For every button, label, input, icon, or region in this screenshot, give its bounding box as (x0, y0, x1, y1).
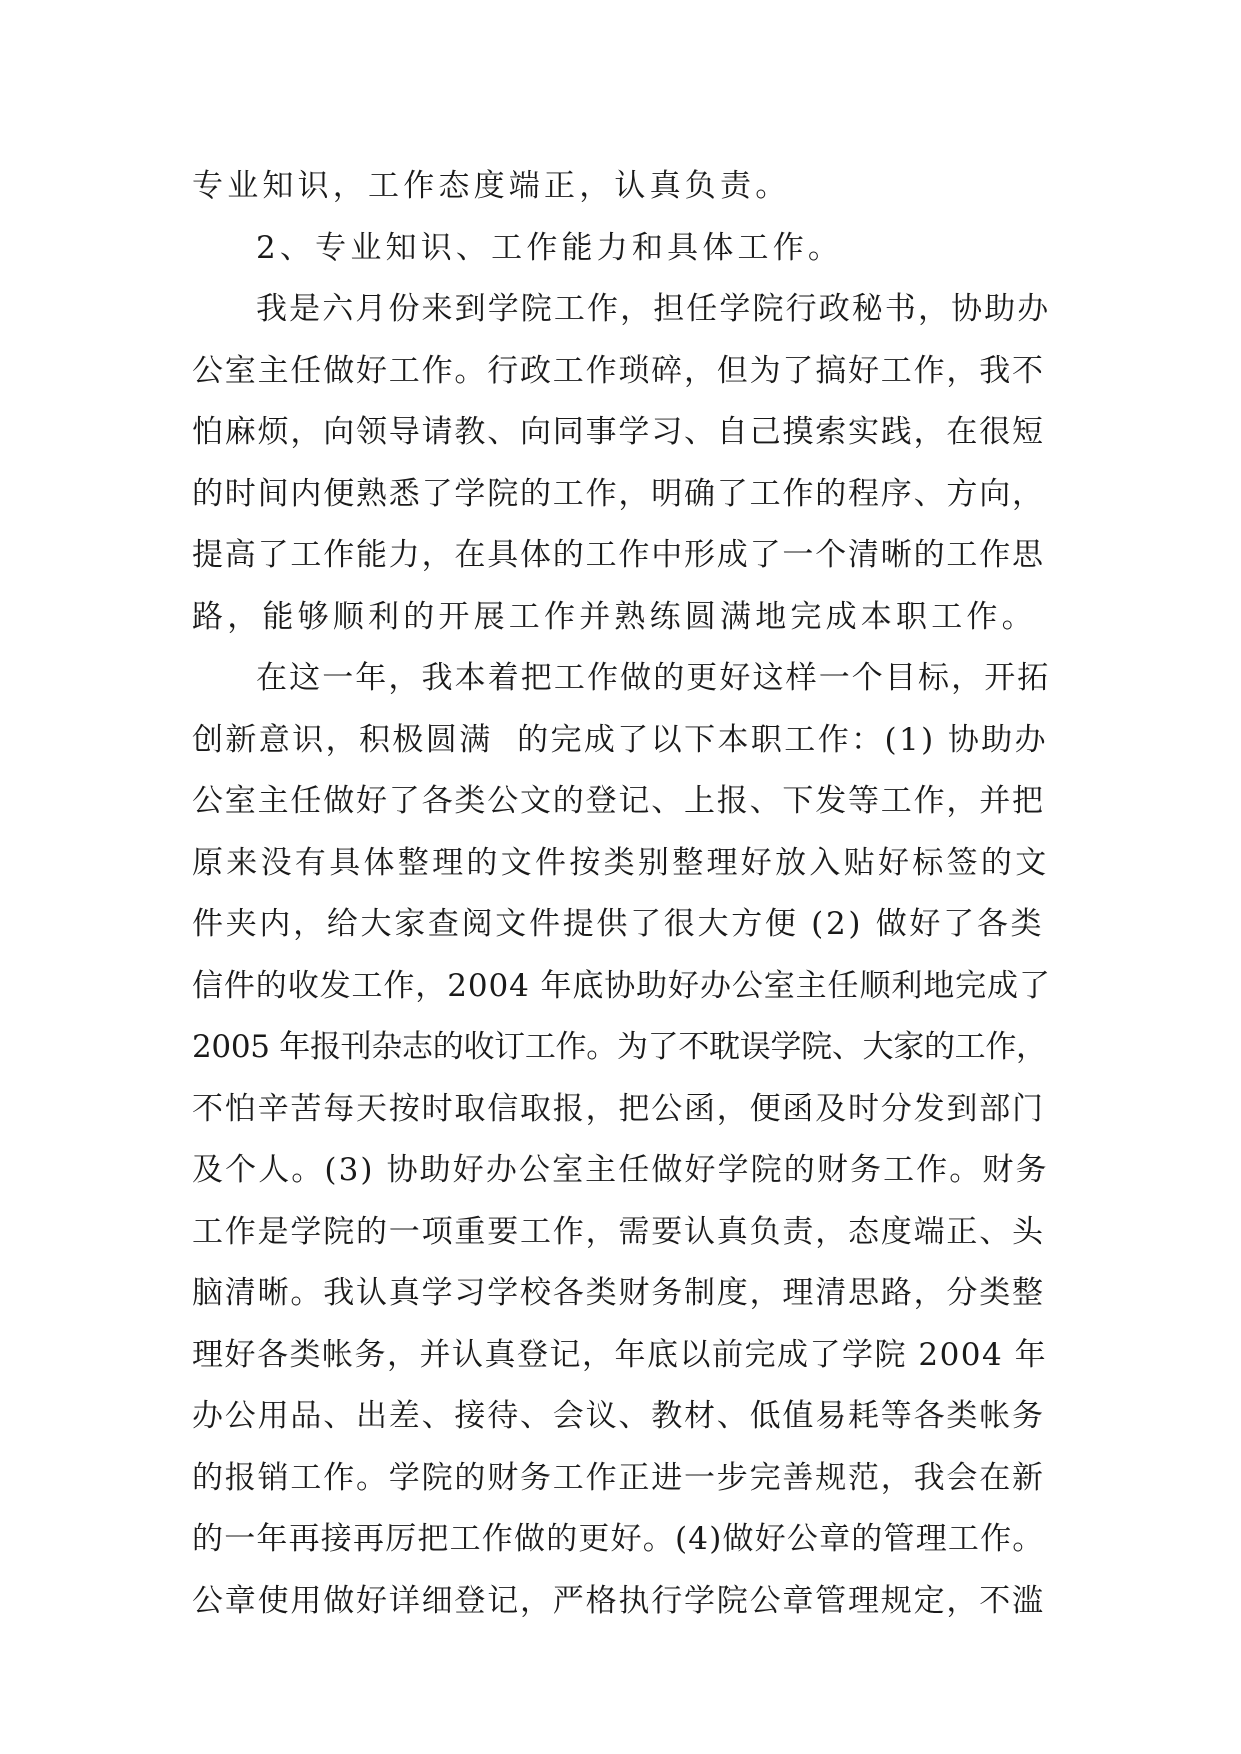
paragraph-line: 路，能够顺利的开展工作并熟练圆满地完成本职工作。 (192, 598, 1037, 635)
paragraph-line: 提高了工作能力，在具体的工作中形成了一个清晰的工作思 (192, 537, 1045, 573)
paragraph-line: 不怕辛苦每天按时取信取报，把公函，便函及时分发到部门 (192, 1090, 1045, 1127)
paragraph-line: 怕麻烦，向领导请教、向同事学习、自己摸索实践，在很短 (192, 414, 1045, 450)
paragraph-first-line: 在这一年，我本着把工作做的更好这样一个目标，开拓 (256, 660, 1051, 696)
paragraph-line: 的时间内便熟悉了学院的工作，明确了工作的程序、方向， (192, 475, 1045, 512)
paragraph-line: 信件的收发工作，2004 年底协助好办公室主任顺利地完成了 (192, 967, 1051, 1004)
paragraph-line: 办公用品、出差、接待、会议、教材、低值易耗等各类帐务 (192, 1398, 1045, 1434)
paragraph-first-line: 我是六月份来到学院工作，担任学院行政秘书，协助办 (256, 291, 1051, 327)
paragraph-line: 及个人。(3) 协助好办公室主任做好学院的财务工作。财务 (192, 1152, 1049, 1188)
paragraph-line: 件夹内，给大家查阅文件提供了很大方便 (2) 做好了各类 (192, 906, 1045, 942)
paragraph-line: 的报销工作。学院的财务工作正进一步完善规范，我会在新 (192, 1459, 1045, 1496)
paragraph-line: 的一年再接再厉把工作做的更好。(4)做好公章的管理工作。 (192, 1521, 1045, 1557)
paragraph-line: 公室主任做好了各类公文的登记、上报、下发等工作，并把 (192, 783, 1045, 819)
paragraph-line: 创新意识，积极圆满 的完成了以下本职工作：(1) 协助办 (192, 721, 1049, 758)
paragraph-line: 理好各类帐务，并认真登记，年底以前完成了学院 2004 年 (192, 1336, 1048, 1373)
paragraph-line: 2005 年报刊杂志的收订工作。为了不耽误学院、大家的工作， (192, 1029, 1047, 1065)
paragraph-line: 公室主任做好工作。行政工作琐碎，但为了搞好工作，我不 (192, 352, 1045, 389)
paragraph-line: 专业知识，工作态度端正，认真负责。 (192, 168, 791, 204)
paragraph-line: 公章使用做好详细登记，严格执行学院公章管理规定，不滥 (192, 1582, 1045, 1619)
paragraph-first-line: 2、专业知识、工作能力和具体工作。 (256, 229, 844, 266)
paragraph-line: 脑清晰。我认真学习学校各类财务制度，理清思路，分类整 (192, 1275, 1045, 1311)
document-body (192, 156, 1052, 1632)
paragraph-line: 工作是学院的一项重要工作，需要认真负责，态度端正、头 (192, 1213, 1045, 1250)
paragraph-line: 原来没有具体整理的文件按类别整理好放入贴好标签的文 (192, 844, 1050, 881)
